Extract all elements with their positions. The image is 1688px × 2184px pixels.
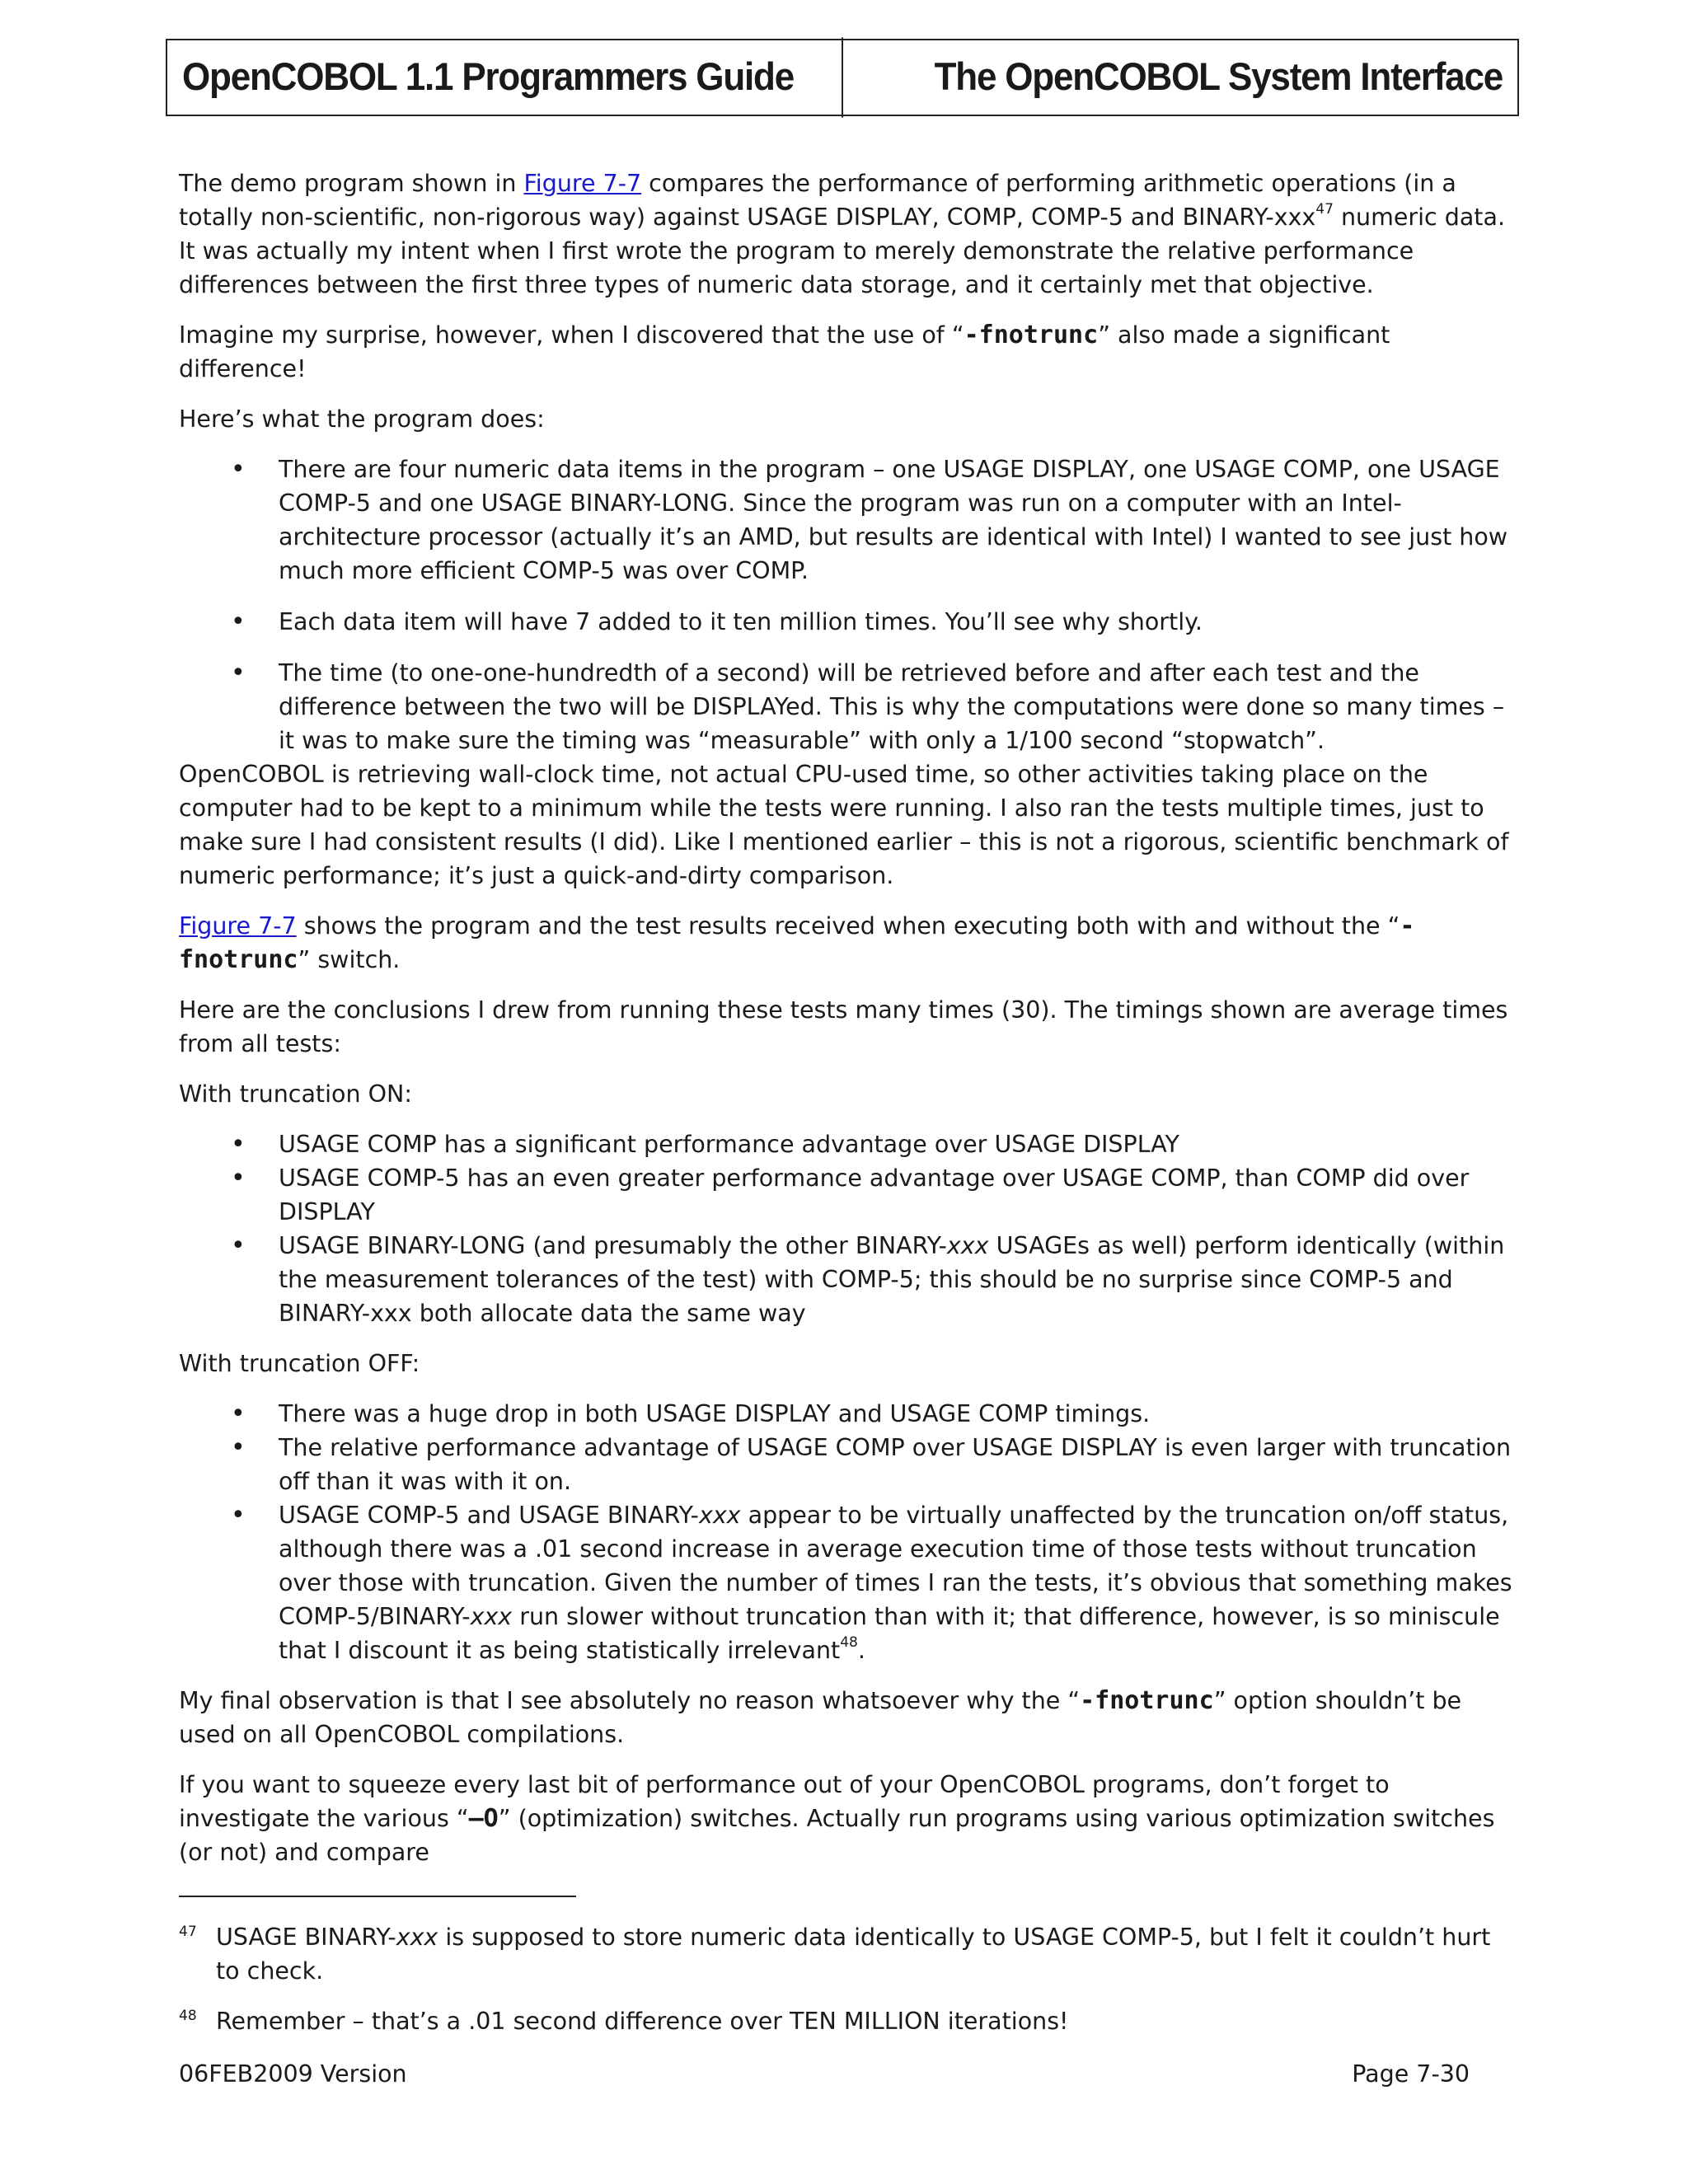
footnote-48 bbox=[179, 2004, 1514, 2038]
paragraph-conclusions: Here are the conclusions I drew from running these tests many times (30). The timings shown are average times from all tests: bbox=[179, 996, 1508, 1057]
text-run: is supposed to store numeric data identically to USAGE COMP-5, but I felt it couldn’t hurt to check. bbox=[216, 1924, 1491, 1985]
paragraph-surprise bbox=[179, 318, 1514, 386]
heading-truncation-off: With truncation OFF: bbox=[179, 1350, 420, 1377]
header-guide-title: OpenCOBOL 1.1 Programmers Guide bbox=[167, 37, 843, 117]
italic-text: xxx bbox=[698, 1502, 741, 1529]
list-item bbox=[179, 1498, 1514, 1667]
text-run: USAGE COMP-5 and USAGE BINARY- bbox=[279, 1502, 699, 1529]
figure-link[interactable]: Figure 7-7 bbox=[179, 912, 297, 940]
paragraph-what-program-does: Here’s what the program does: bbox=[179, 405, 545, 433]
italic-text: xxx bbox=[396, 1924, 438, 1951]
list-item: • Each data item will have 7 added to it ten million times. You’ll see why shortly. bbox=[179, 605, 1514, 639]
code-optimization-switch: –O bbox=[468, 1804, 499, 1833]
text-run: Imagine my surprise, however, when I discovered that the use of “ bbox=[179, 321, 964, 349]
text-run: . bbox=[857, 1637, 865, 1664]
code-fnotrunc: -fnotrunc bbox=[964, 321, 1099, 349]
footnote-number: 47 bbox=[179, 1924, 197, 1940]
paragraph-intro bbox=[179, 166, 1514, 302]
list-item bbox=[179, 1229, 1514, 1330]
text-run: USAGE BINARY-LONG (and presumably the other BINARY- bbox=[279, 1232, 947, 1259]
text-run: appear to be virtually unaffected by the truncation on/off status, although there was a .01 second increase in average execution time of those tests without truncation over those with truncation. Given the number of times I ran the tests, it’s obvious that something makes COMP-5/BINARY- bbox=[279, 1502, 1512, 1630]
text-run: run slower without truncation than with it; that difference, however, is so miniscule that I discount it as being statistically irrelevant bbox=[279, 1603, 1500, 1664]
text-run: ” (optimization) switches. Actually run programs using various optimization switches (or not) and compare bbox=[179, 1805, 1495, 1866]
paragraph-final-observation bbox=[179, 1684, 1514, 1751]
text-run: My final observation is that I see absolutely no reason whatsoever why the “ bbox=[179, 1687, 1081, 1714]
list-item: • The relative performance advantage of USAGE COMP over USAGE DISPLAY is even larger with truncation off than it was with it on. bbox=[179, 1431, 1514, 1498]
italic-text: xxx bbox=[470, 1603, 513, 1630]
body-text bbox=[179, 166, 1514, 1886]
header-chapter-title: The OpenCOBOL System Interface bbox=[934, 55, 1503, 99]
version-label: 06FEB2009 Version bbox=[179, 2060, 407, 2088]
text-run: ” switch. bbox=[298, 946, 401, 973]
text-run: USAGEs as well) perform identically (within the measurement tolerances of the test) with COMP-5; this should be no surprise since COMP-5 and BINARY-xxx both allocate data the same way bbox=[279, 1232, 1505, 1327]
text-run: The demo program shown in bbox=[179, 170, 524, 197]
text-run: ” also made a significant difference! bbox=[179, 321, 1390, 382]
page-footer bbox=[179, 2060, 1470, 2088]
text-run: If you want to squeeze every last bit of performance out of your OpenCOBOL programs, don’t forget to investigate the various “ bbox=[179, 1771, 1390, 1832]
footnote-ref-47[interactable]: 47 bbox=[1315, 200, 1334, 218]
footnote-47 bbox=[179, 1920, 1514, 1988]
footnote-separator bbox=[179, 1896, 576, 1897]
text-run: ” option shouldn’t be used on all OpenCOBOL compilations. bbox=[179, 1687, 1462, 1748]
paragraph-figure-ref bbox=[179, 909, 1514, 977]
code-fnotrunc: -fnotrunc bbox=[179, 912, 1415, 974]
truncation-off-list bbox=[179, 1397, 1514, 1667]
text-run: Remember – that’s a .01 second difference over TEN MILLION iterations! bbox=[216, 2008, 1069, 2035]
text-run: shows the program and the test results received when executing both with and without the “ bbox=[296, 912, 1400, 940]
italic-text: xxx bbox=[946, 1232, 989, 1259]
heading-truncation-on: With truncation ON: bbox=[179, 1080, 412, 1108]
code-fnotrunc: -fnotrunc bbox=[1080, 1686, 1214, 1715]
list-item: • USAGE COMP has a significant performance advantage over USAGE DISPLAY bbox=[179, 1127, 1514, 1161]
truncation-on-list bbox=[179, 1127, 1514, 1330]
page-header bbox=[166, 39, 1519, 116]
footnote-ref-48[interactable]: 48 bbox=[840, 1633, 858, 1651]
text-run: USAGE BINARY- bbox=[216, 1924, 396, 1951]
text-run: numeric data. It was actually my intent when I first wrote the program to merely demonstrate the relative performance differences between the first three types of numeric data storage, and it certainly met that objective. bbox=[179, 204, 1506, 298]
footnote-number: 48 bbox=[179, 2008, 197, 2024]
page-number: Page 7-30 bbox=[1352, 2060, 1470, 2088]
paragraph-optimization bbox=[179, 1768, 1514, 1869]
figure-link[interactable]: Figure 7-7 bbox=[523, 170, 642, 197]
program-steps-list bbox=[179, 452, 1514, 757]
footnotes bbox=[179, 1920, 1514, 2055]
paragraph-wall-clock: OpenCOBOL is retrieving wall-clock time, not actual CPU-used time, so other activities taking place on the computer had to be kept to a minimum while the tests were running. I also ran the tests multiple times, just to make sure I had consistent results (I did). Like I mentioned earlier – this is not a rigorous, scientific benchmark of numeric performance; it’s just a quick-and-dirty comparison. bbox=[179, 761, 1509, 889]
list-item: • USAGE COMP-5 has an even greater performance advantage over USAGE COMP, than COMP did over DISPLAY bbox=[179, 1161, 1514, 1229]
text-run: compares the performance of performing arithmetic operations (in a totally non-scientific, non-rigorous way) against USAGE DISPLAY, COMP, COMP-5 and BINARY-xxx bbox=[179, 170, 1456, 231]
list-item: • The time (to one-one-hundredth of a second) will be retrieved before and after each test and the difference between the two will be DISPLAYed. This is why the computations were done so many times – it was to make sure the timing was “measurable” with only a 1/100 second “stopwatch”. bbox=[179, 656, 1514, 757]
list-item: • There was a huge drop in both USAGE DISPLAY and USAGE COMP timings. bbox=[179, 1397, 1514, 1431]
list-item: • There are four numeric data items in the program – one USAGE DISPLAY, one USAGE COMP, one USAGE COMP-5 and one USAGE BINARY-LONG. Since the program was run on a computer with an Intel-architecture processor (actually it’s an AMD, but results are identical with Intel) I wanted to see just how much more efficient COMP-5 was over COMP. bbox=[179, 452, 1514, 588]
